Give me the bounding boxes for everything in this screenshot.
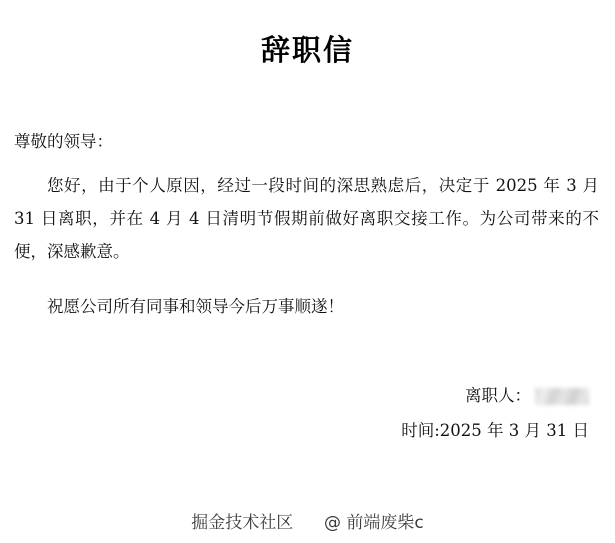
- signature-name-line: [0, 379, 589, 414]
- signature-date-line: [0, 414, 589, 449]
- watermark-handle: @ 前端废柴c: [324, 513, 424, 533]
- page-title: 辞职信: [260, 33, 354, 67]
- signature-name-label: 离职人：: [465, 386, 531, 406]
- signature-block: [0, 379, 615, 448]
- signature-date-value: 2025 年 3 月 31 日: [439, 421, 589, 441]
- watermark-site: 掘金技术社区: [191, 513, 294, 533]
- letter-body: [0, 129, 615, 323]
- paragraph-wish: 祝愿公司所有同事和领导今后万事顺遂！: [47, 297, 344, 317]
- redacted-name: [535, 388, 589, 405]
- watermark: [0, 508, 615, 533]
- paragraph-reason: 您好，由于个人原因，经过一段时间的深思熟虑后，决定于 2025 年 3 月 31 日离职，并在 4 月 4 日清明节假期前做好离职交接工作。为公司带来的不便，深感歉意。: [14, 176, 599, 262]
- salutation: 尊敬的领导：: [14, 132, 113, 151]
- signature-date-label: 时间:: [401, 421, 440, 441]
